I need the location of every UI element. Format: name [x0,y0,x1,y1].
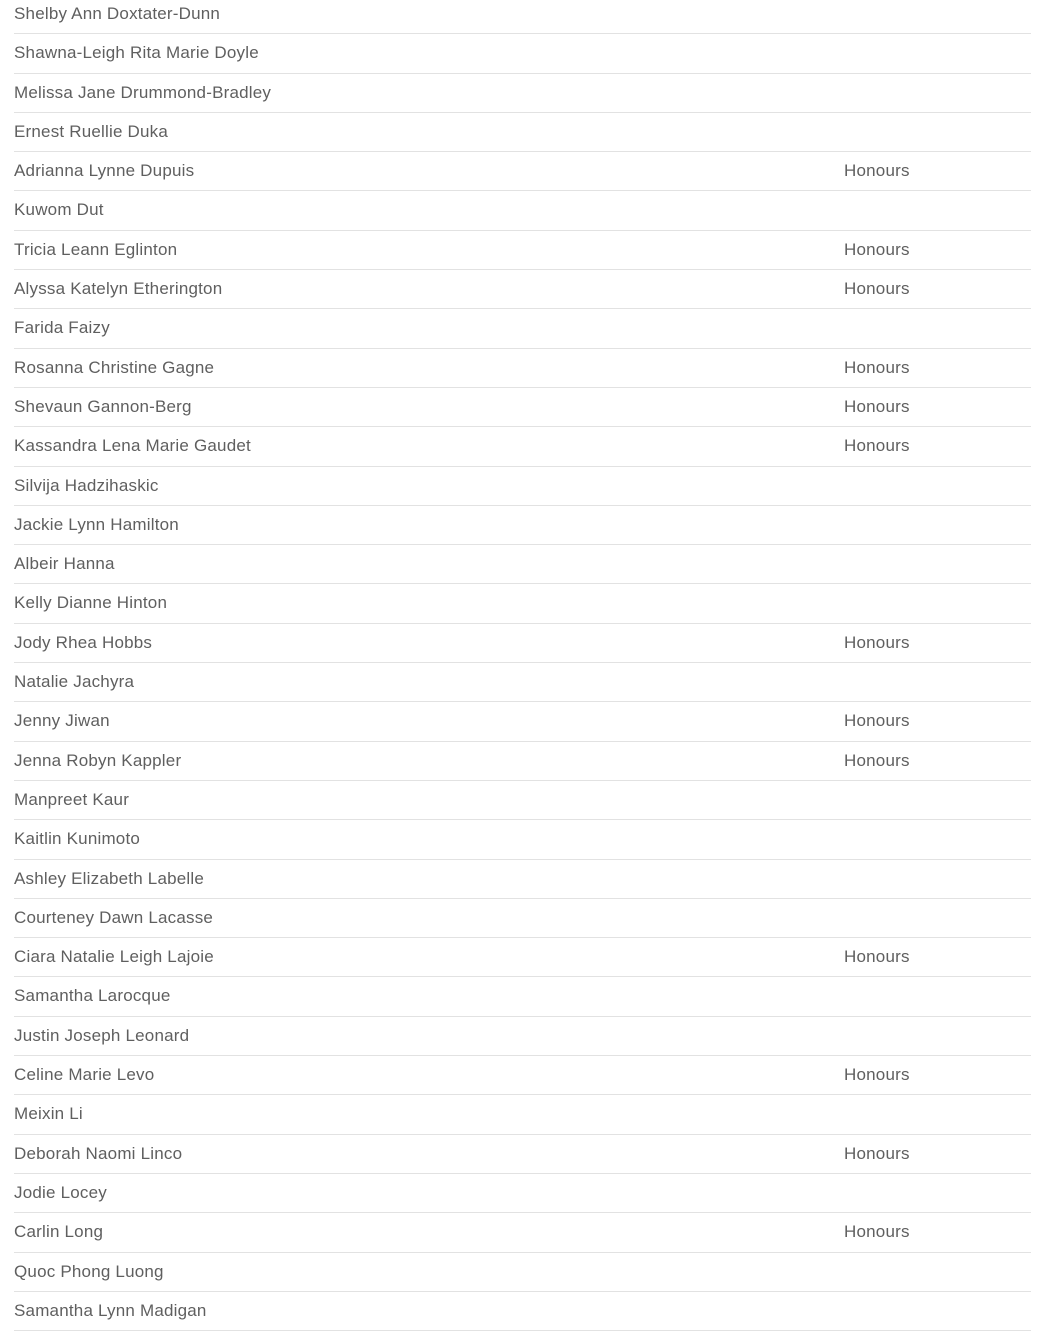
graduate-distinction: Honours [844,396,910,416]
graduate-name: Farida Faizy [14,318,110,338]
graduate-name: Tricia Leann Eglinton [14,239,178,259]
graduate-name: Courteney Dawn Lacasse [14,907,214,927]
graduate-row [14,191,1031,230]
graduate-name: Ernest Ruellie Duka [14,121,169,141]
graduate-distinction: Honours [844,947,910,967]
graduate-name: Jodie Locey [14,1182,107,1202]
graduate-name: Rosanna Christine Gagne [14,357,215,377]
graduate-row [14,231,1031,270]
graduate-row [14,349,1031,388]
graduate-row [14,742,1031,781]
graduate-row [14,0,1031,34]
graduate-distinction: Honours [844,750,910,770]
graduate-row [14,152,1031,191]
graduate-name: Silvija Hadzihaskic [14,475,159,495]
graduate-distinction: Honours [844,1065,910,1085]
graduate-distinction: Honours [844,161,910,181]
graduate-name: Kuwom Dut [14,200,104,220]
graduate-name: Samantha Larocque [14,986,171,1006]
graduate-row [14,1292,1031,1331]
graduate-name: Quoc Phong Luong [14,1261,164,1281]
graduate-row [14,1253,1031,1292]
graduate-row [14,624,1031,663]
graduate-name: Jody Rhea Hobbs [14,632,153,652]
graduate-distinction: Honours [844,357,910,377]
graduate-row [14,1174,1031,1213]
graduate-row [14,938,1031,977]
graduate-row [14,977,1031,1016]
graduate-row [14,34,1031,73]
graduate-distinction: Honours [844,632,910,652]
graduate-name: Shawna-Leigh Rita Marie Doyle [14,43,259,63]
graduate-distinction: Honours [844,436,910,456]
graduate-name: Meixin Li [14,1104,83,1124]
graduate-distinction: Honours [844,279,910,299]
graduate-row [14,1135,1031,1174]
graduate-row [14,270,1031,309]
graduate-name: Manpreet Kaur [14,789,130,809]
graduate-name: Kelly Dianne Hinton [14,593,168,613]
graduate-row [14,1213,1031,1252]
graduate-name: Celine Marie Levo [14,1065,155,1085]
graduate-name: Albeir Hanna [14,554,115,574]
graduate-row [14,506,1031,545]
graduate-name: Carlin Long [14,1222,104,1242]
graduate-name: Kaitlin Kunimoto [14,829,141,849]
graduate-name: Adrianna Lynne Dupuis [14,161,195,181]
graduate-name: Shevaun Gannon-Berg [14,396,192,416]
graduate-row [14,1017,1031,1056]
graduate-name: Ciara Natalie Leigh Lajoie [14,947,214,967]
graduate-row [14,820,1031,859]
graduate-name: Jenna Robyn Kappler [14,750,182,770]
graduate-name: Alyssa Katelyn Etherington [14,279,223,299]
graduate-name: Samantha Lynn Madigan [14,1300,207,1320]
graduate-name: Jenny Jiwan [14,711,110,731]
graduate-name: Kassandra Lena Marie Gaudet [14,436,251,456]
graduate-row [14,781,1031,820]
graduate-row [14,1056,1031,1095]
graduate-row [14,388,1031,427]
graduate-row [14,899,1031,938]
graduate-name: Deborah Naomi Linco [14,1143,183,1163]
graduate-name: Melissa Jane Drummond-Bradley [14,82,272,102]
graduate-name: Natalie Jachyra [14,672,135,692]
graduate-row [14,584,1031,623]
graduate-row [14,427,1031,466]
graduate-row [14,113,1031,152]
graduate-distinction: Honours [844,239,910,259]
graduate-row [14,309,1031,348]
graduate-distinction: Honours [844,711,910,731]
graduate-name: Ashley Elizabeth Labelle [14,868,205,888]
graduate-row [14,860,1031,899]
graduate-row [14,702,1031,741]
graduate-distinction: Honours [844,1222,910,1242]
graduate-row [14,545,1031,584]
graduate-row [14,1095,1031,1134]
graduate-name: Justin Joseph Leonard [14,1025,190,1045]
graduate-list [14,0,1031,1331]
graduate-row [14,74,1031,113]
graduate-distinction: Honours [844,1143,910,1163]
graduate-name: Shelby Ann Doxtater-Dunn [14,4,221,23]
graduate-name: Jackie Lynn Hamilton [14,514,179,534]
graduate-row [14,663,1031,702]
graduate-row [14,467,1031,506]
